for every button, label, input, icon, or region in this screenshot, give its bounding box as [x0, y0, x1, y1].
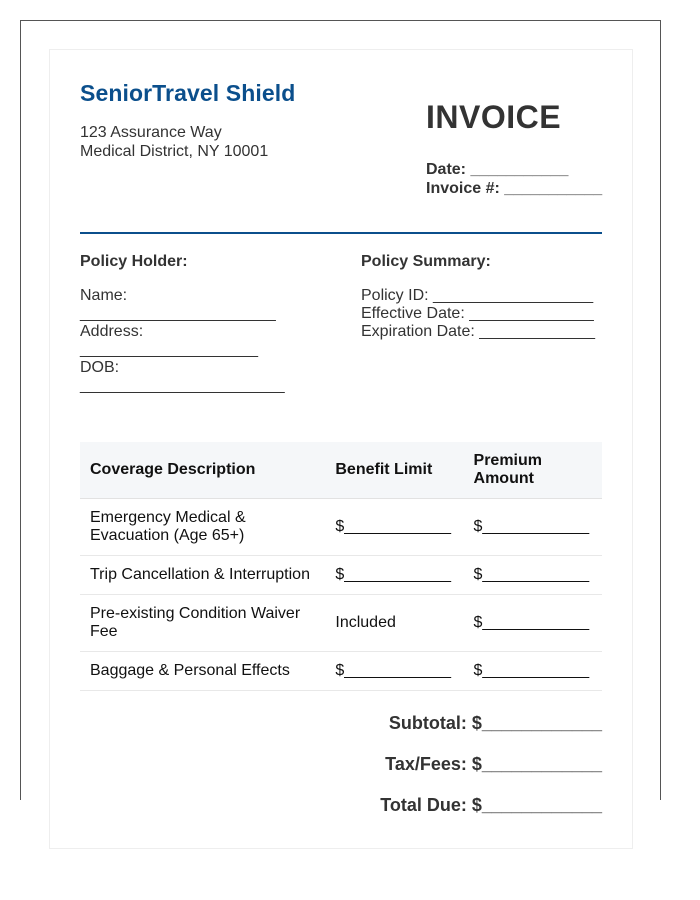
holder-address-label: Address: [80, 323, 144, 340]
benefit-limit: $____________ [325, 556, 463, 595]
policy-summary-fields [361, 287, 595, 341]
header-premium-amount: Premium Amount [464, 442, 602, 499]
policy-holder-fields [80, 287, 285, 395]
table-row [80, 499, 602, 556]
subtotal-line: Subtotal: $____________ [388, 713, 602, 733]
expiration-date-field: Expiration Date: _____________ [361, 323, 595, 340]
coverage-description: Pre-existing Condition Waiver Fee [80, 595, 325, 652]
coverage-table-header-row [80, 442, 602, 499]
coverage-description: Trip Cancellation & Interruption [80, 556, 325, 595]
holder-name-blank: ______________________ [80, 305, 276, 322]
holder-name-label: Name: [80, 287, 128, 304]
header-divider [80, 232, 602, 234]
document-viewport [20, 20, 661, 815]
effective-date-field: Effective Date: ______________ [361, 305, 594, 322]
header-benefit-limit: Benefit Limit [325, 442, 463, 499]
total-due-line: Total Due: $____________ [380, 795, 602, 815]
header-coverage-description: Coverage Description [80, 442, 325, 499]
invoice-number-field: Invoice #: ___________ [426, 180, 603, 197]
premium-amount: $____________ [464, 595, 602, 652]
company-address-line2: Medical District, NY 10001 [80, 143, 269, 160]
holder-dob-label: DOB: [80, 359, 120, 376]
coverage-description: Emergency Medical & Evacuation (Age 65+) [80, 499, 325, 556]
premium-amount: $____________ [464, 556, 602, 595]
premium-amount: $____________ [464, 652, 602, 691]
totals-block [380, 712, 602, 835]
holder-address-blank: ____________________ [80, 341, 258, 358]
company-address-line1: 123 Assurance Way [80, 124, 222, 141]
holder-dob-blank: _______________________ [80, 377, 285, 394]
table-row [80, 652, 602, 691]
company-address [80, 123, 268, 161]
benefit-limit: $____________ [325, 652, 463, 691]
policy-holder-heading: Policy Holder: [80, 253, 188, 270]
invoice-page [49, 49, 633, 849]
tax-fees-line: Tax/Fees: $____________ [385, 754, 602, 774]
invoice-date-field: Date: ___________ [426, 161, 569, 178]
table-row [80, 595, 602, 652]
policy-id-field: Policy ID: __________________ [361, 287, 594, 304]
policy-summary-heading: Policy Summary: [361, 253, 491, 270]
coverage-table [80, 442, 602, 691]
benefit-limit: Included [325, 595, 463, 652]
invoice-meta [426, 160, 602, 198]
premium-amount: $____________ [464, 499, 602, 556]
table-row [80, 556, 602, 595]
coverage-description: Baggage & Personal Effects [80, 652, 325, 691]
invoice-title: INVOICE [426, 99, 562, 135]
company-name: SeniorTravel Shield [80, 80, 296, 106]
benefit-limit: $____________ [325, 499, 463, 556]
